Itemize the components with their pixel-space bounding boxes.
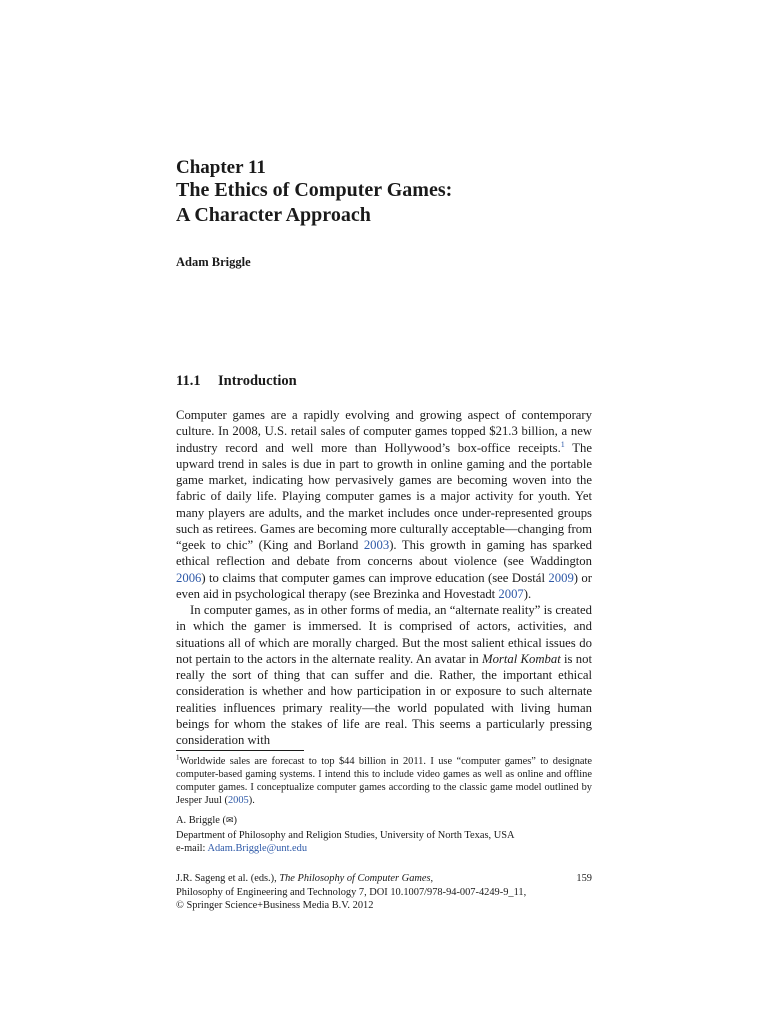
body-text — [176, 407, 592, 748]
author-name: Adam Briggle — [176, 255, 251, 269]
imprint-line-1 — [176, 872, 592, 886]
imprint-copyright: © Springer Science+Business Media B.V. 2012 — [176, 900, 374, 911]
affiliation-department: Department of Philosophy and Religion Studies, University of North Texas, USA — [176, 829, 515, 841]
paragraph-1-text-b: The upward trend in sales is due in part to growth in online gaming and the portable game market, indicating how pervasively games are becoming woven into the fabric of daily life. Playing computer games is a major activity for youth. Yet many players are adults, and the market includes once under-represented groups such as retirees. Games are becoming more culturally acceptable—changing from “geek to chic” (King and Borland — [176, 440, 592, 552]
footnote-text-a: Worldwide sales are forecast to top $44 billion in 2011. I use “computer games” to designate computer-based gaming systems. I intend this to include video games as well as online and offline computer games. I conceptualize computer games according to the classic game model outlined by Jesper Juul ( — [176, 756, 592, 806]
affiliation-email-line — [176, 842, 592, 856]
citation-link-2006[interactable]: 2006 — [176, 570, 202, 585]
envelope-icon: ✉ — [225, 816, 234, 826]
section-title: Introduction — [218, 373, 297, 389]
imprint — [176, 872, 592, 913]
author-affiliation — [176, 814, 592, 856]
paragraph-1-text-c: ). This growth in gaming has sparked ethical reflection and debate from concerns about violence (see Waddington — [176, 538, 592, 569]
chapter-title-line-2: A Character Approach — [176, 204, 371, 226]
footnote-ref-link[interactable]: 1 — [560, 439, 565, 449]
imprint-book-title: The Philosophy of Computer Games — [279, 873, 431, 884]
paragraph-1-text-f: ). — [523, 586, 532, 601]
paragraph-1-text-e: ) or even aid in psychological therapy (see Brezinka and Hovestadt — [176, 570, 593, 601]
footnote-mark: 1 — [176, 753, 180, 762]
game-title-italic: Mortal Kombat — [482, 651, 561, 666]
citation-link-2005[interactable]: 2005 — [227, 795, 249, 806]
footnote — [176, 755, 592, 807]
paragraph-2 — [176, 602, 592, 748]
section-heading — [176, 373, 297, 390]
affiliation-name-line — [176, 814, 592, 829]
citation-link-2007[interactable]: 2007 — [498, 586, 524, 601]
citation-link-2009[interactable]: 2009 — [548, 570, 574, 585]
paragraph-1 — [176, 407, 592, 602]
email-label: e-mail: — [176, 843, 208, 854]
paragraph-1-text-a: Computer games are a rapidly evolving and growing aspect of contemporary culture. In 2008, U.S. retail sales of computer games topped $21.3 billion, a new industry record and well more than Hollywood’s box-office receipts. — [176, 408, 592, 455]
page-number: 159 — [576, 873, 592, 884]
imprint-line-2: Philosophy of Engineering and Technology 7, DOI 10.1007/978-94-007-4249-9_11, — [176, 886, 527, 898]
section-number: 11.1 — [176, 373, 201, 389]
email-link[interactable]: Adam.Briggle@unt.edu — [207, 843, 308, 854]
paragraph-2-text-b: is not really the sort of thing that can suffer and die. Rather, the important ethical consideration is whether and how participation in or exposure to such alternate realities influences primary reality—the world populated with living human beings for whom the stakes of life are real. This seems a particularly pressing consideration with — [176, 651, 592, 747]
chapter-label: Chapter 11 — [176, 157, 266, 178]
chapter-title-line-1: The Ethics of Computer Games: — [176, 179, 453, 201]
chapter-title — [176, 178, 596, 228]
footnote-divider — [176, 750, 304, 751]
affiliation-name-end: ) — [233, 815, 237, 826]
footnote-text-b: ). — [248, 795, 255, 806]
imprint-comma: , — [430, 873, 434, 884]
affiliation-name: A. Briggle ( — [176, 815, 226, 826]
paragraph-1-text-d: ) to claims that computer games can improve education (see Dostál — [201, 570, 549, 585]
citation-link-2003[interactable]: 2003 — [363, 538, 390, 552]
paragraph-2-text-a: In computer games, as in other forms of media, an “alternate reality” is created in which the gamer is immersed. It is comprised of actors, activities, and situations all of which are morally charged. But the most salient ethical issues do not pertain to the actors in the alternate reality. An avatar in — [176, 603, 592, 666]
imprint-editors: J.R. Sageng et al. (eds.), — [176, 873, 280, 884]
